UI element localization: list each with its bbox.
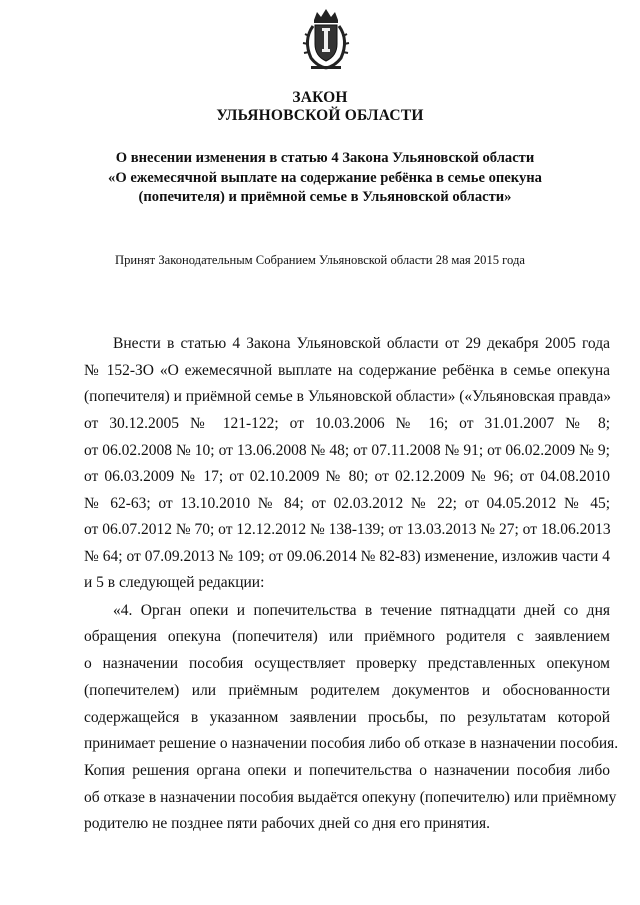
quote-line-2: обращения опекуна (попечителя) или приёмного родителя с заявлением [84, 628, 610, 645]
quote-line-9: родителю не позднее пяти рабочих дней со дня его принятия. [84, 815, 491, 832]
law-title-line-2: «О ежемесячной выплате на содержание ребёнка в семье опекуна [108, 169, 542, 186]
coat-of-arms-emblem [301, 6, 351, 72]
body-line-9: № 64; от 07.09.2013 № 109; от 09.06.2014 № 82-83) изменение, изложив части 4 [84, 548, 610, 565]
document-type-heading: ЗАКОН [292, 89, 348, 106]
body-line-3: (попечителя) и приёмной семье в Ульяновской области» («Ульяновская правда» [84, 388, 612, 405]
body-line-8: от 06.07.2012 № 70; от 12.12.2012 № 138-139; от 13.03.2013 № 27; от 18.06.2013 [84, 521, 611, 538]
adoption-note: Принят Законодательным Собранием Ульяновской области 28 мая 2015 года [115, 253, 525, 267]
body-line-7: № 62-63; от 13.10.2010 № 84; от 02.03.2012 № 22; от 04.05.2012 № 45; [84, 495, 610, 512]
quote-line-5: содержащейся в указанном заявлении просьбы, по результатам которой [84, 709, 610, 726]
quote-line-6: принимает решение о назначении пособия либо об отказе в назначении пособия. [84, 735, 619, 752]
quote-line-4: (попечителем) или приёмным родителем документов и обоснованности [84, 682, 610, 699]
body-line-6: от 06.03.2009 № 17; от 02.10.2009 № 80; от 02.12.2009 № 96; от 04.08.2010 [84, 468, 610, 485]
quote-line-3: о назначении пособия осуществляет проверку представленных опекуном [84, 655, 610, 672]
quote-line-7: Копия решения органа опеки и попечительства о назначении пособия либо [84, 762, 610, 779]
region-heading: УЛЬЯНОВСКОЙ ОБЛАСТИ [216, 107, 424, 124]
body-line-5: от 06.02.2008 № 10; от 13.06.2008 № 48; от 07.11.2008 № 91; от 06.02.2009 № 9; [84, 442, 610, 459]
body-line-10: и 5 в следующей редакции: [84, 574, 265, 591]
quote-line-8: об отказе в назначении пособия выдаётся опекуну (попечителю) или приёмному [84, 789, 617, 806]
law-title-line-3: (попечителя) и приёмной семье в Ульяновской области» [138, 189, 512, 205]
law-title-line-1: О внесении изменения в статью 4 Закона Ульяновской области [115, 150, 535, 166]
body-line-4: от 30.12.2005 № 121-122; от 10.03.2006 № 16; от 31.01.2007 № 8; [84, 415, 610, 432]
body-line-1: Внести в статью 4 Закона Ульяновской области от 29 декабря 2005 года [113, 335, 610, 352]
quote-line-1: «4. Орган опеки и попечительства в течение пятнадцати дней со дня [113, 602, 610, 619]
body-line-2: № 152-ЗО «О ежемесячной выплате на содержание ребёнка в семье опекуна [84, 362, 610, 379]
